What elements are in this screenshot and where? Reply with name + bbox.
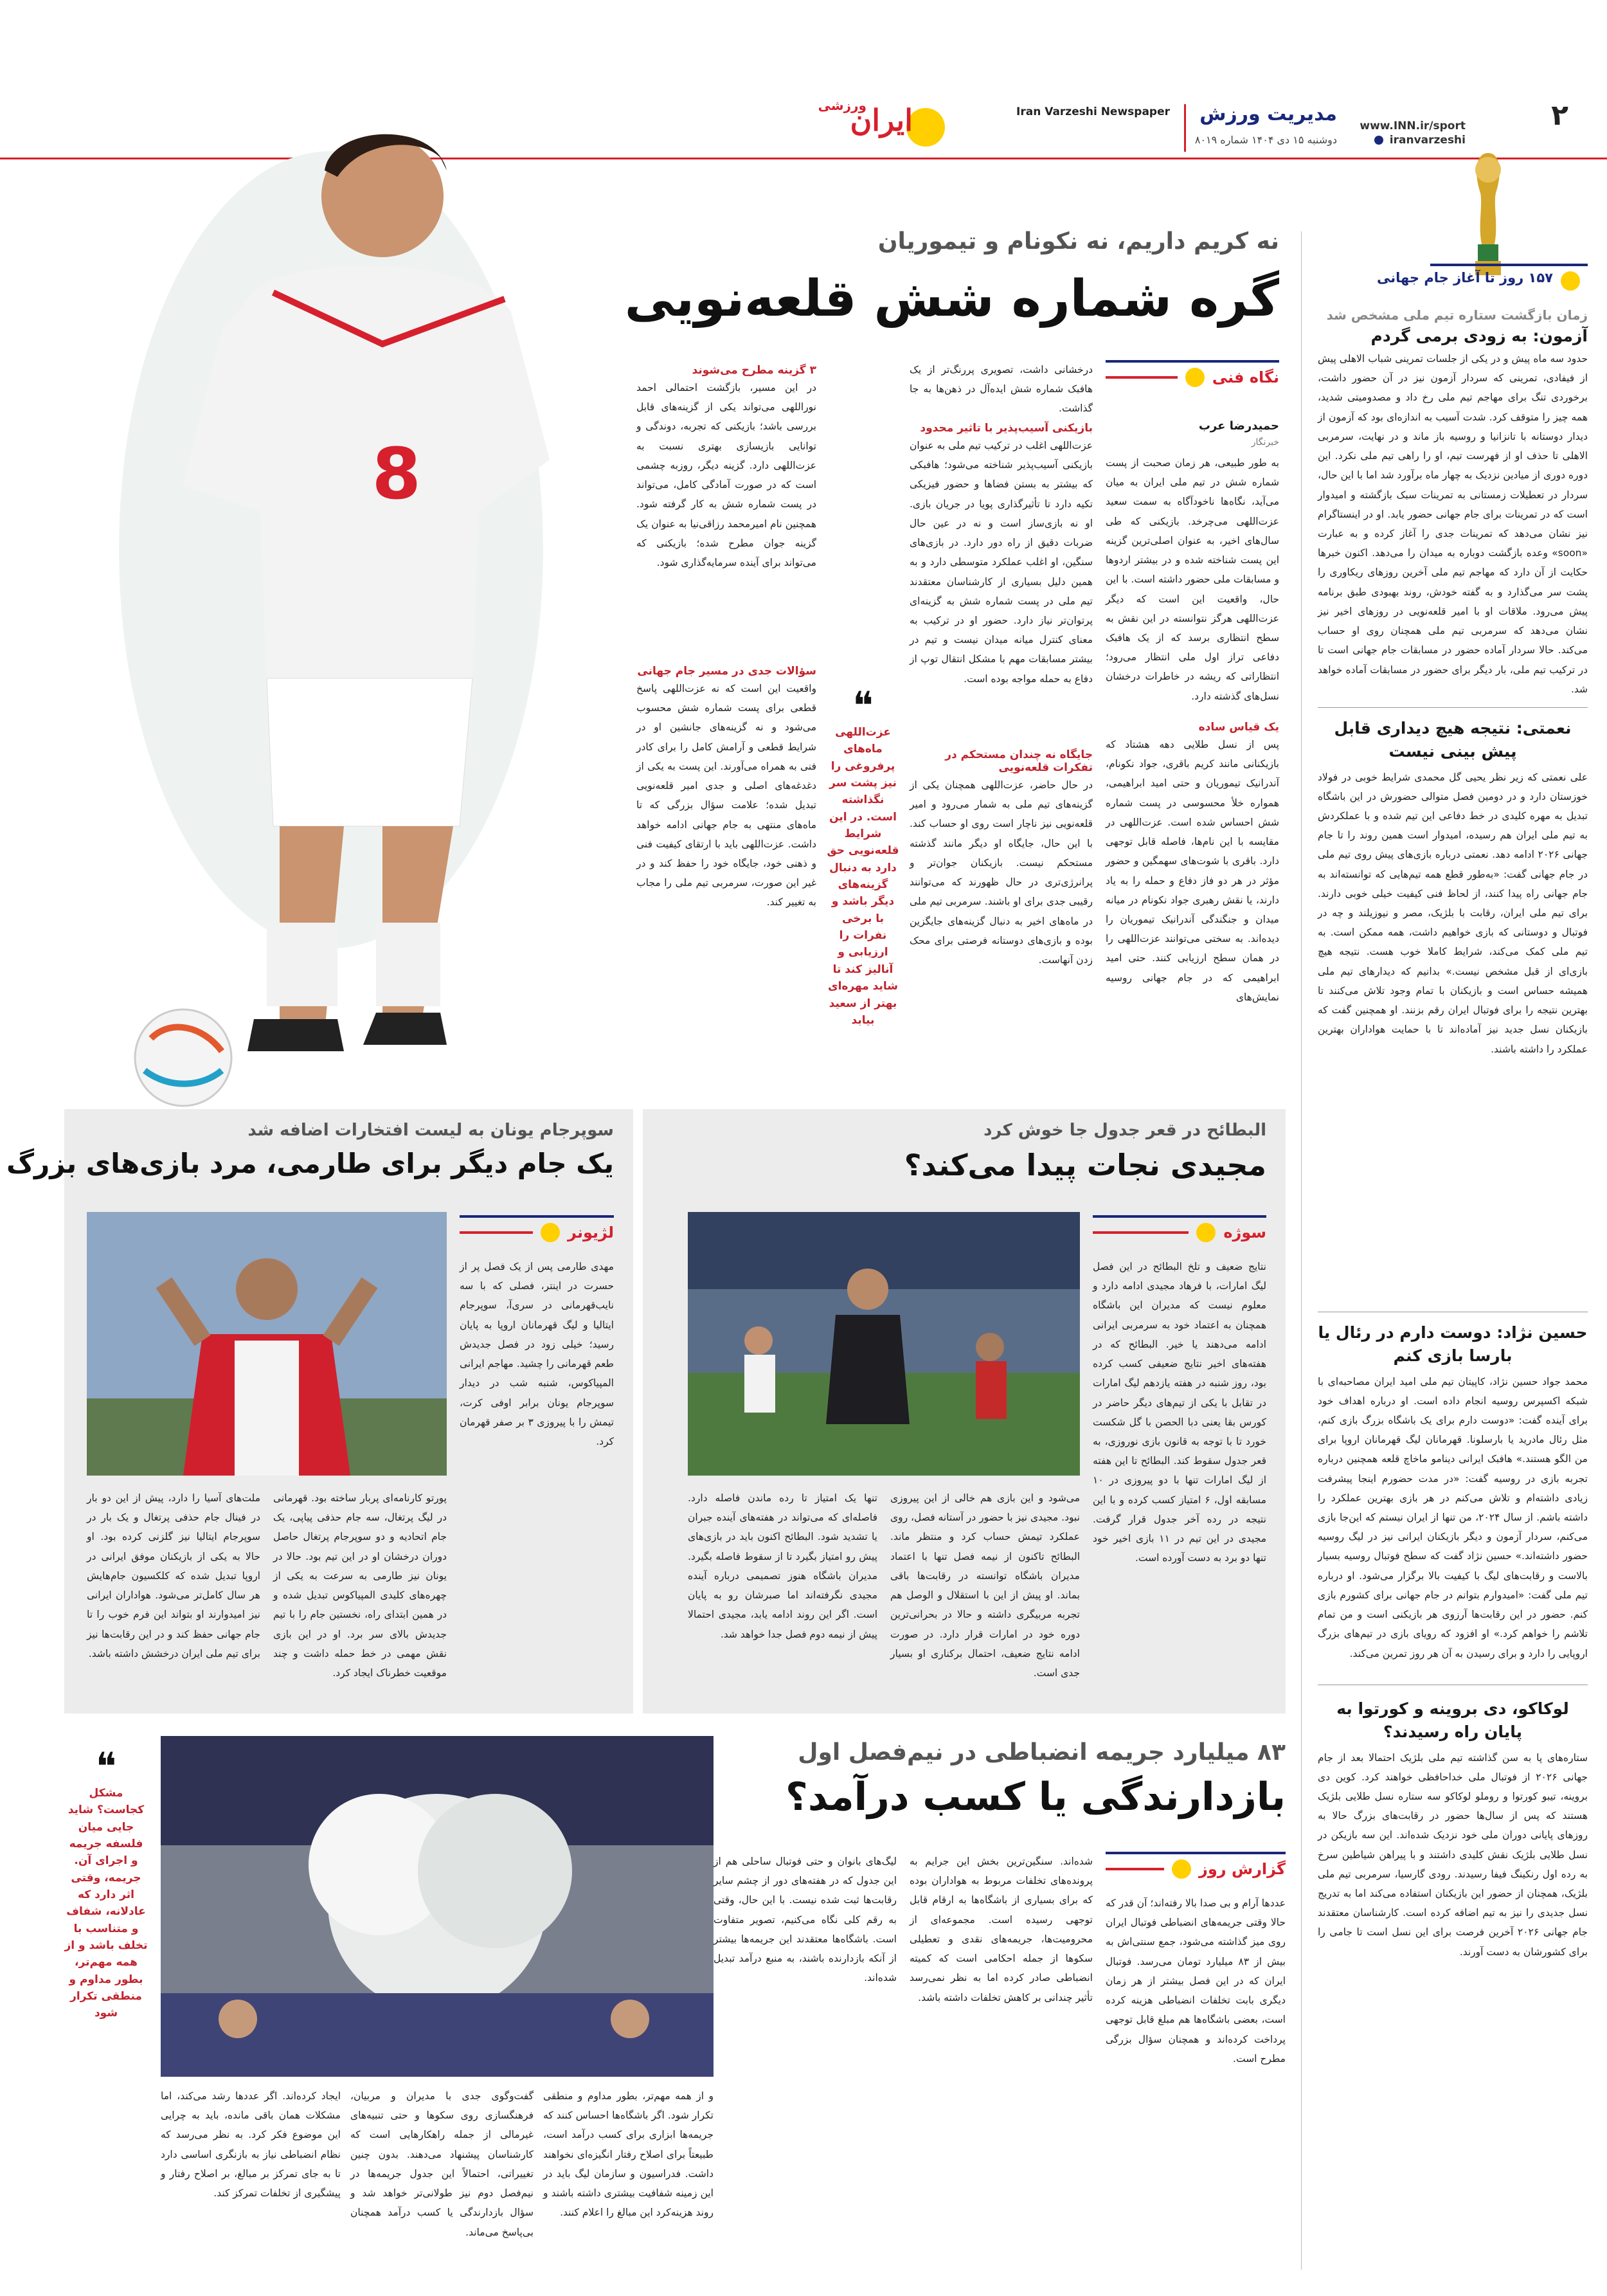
fines-text-4: و از همه مهم‌تر، بطور مداوم و منطقی تکرار شود. اگر باشگاه‌ها احساس کنند که جریمه‌ها ابزاری برای کسب درآمد است، طبیعتاً برای اصلاح رفتار انگیزه‌ای نخواهند داشت. فدراسیون و سازمان لیگ باید در این زمینه شفافیت بیشتری داشته باشند و روند هزینه‌کرد این مبالغ را اعلام کنند.	[543, 2090, 714, 2219]
tag-stripe	[1106, 1868, 1164, 1870]
story-text-2: پورتو کارنامه‌ای پربار ساخته بود. قهرمانی در لیگ پرتغال، سه جام حذفی پیاپی، یک جام اتحادیه و دو سوپرجام پرتغال حاصل دوران درخشان او در این تیم بود. حالا در یونان نیز طارمی به سرعت به یکی از چهره‌های کلیدی المپیاکوس تبدیل شده و در همین ابتدای راه، نخستین جام را با تیم جدیدش بالای سر برد. او در این بازی نقش مهمی در خط حمله داشت و چند موقعیت خطرناک ایجاد کرد.	[273, 1492, 447, 1679]
quote-text: عزت‌اللهی ماه‌های پرفروغی را نیز پشت سر نگذاشته است. در این شرایط قلعه‌نویی حق دارد به دنبال گزینه‌های دیگر باشد و با برخی نفرات را ارزیابی و آنالیز کند تا شاید مهره‌ای بهتر از سعید بیابد	[827, 726, 899, 1027]
story-taremi	[6, 1109, 633, 1713]
lead-author-role: خبرنگار	[1251, 437, 1279, 447]
sidebar-divider-1	[1318, 707, 1588, 708]
tag-dot	[1185, 368, 1205, 387]
quote-mark: ❝	[852, 683, 874, 728]
lead-text-3a: در این مسیر، بازگشت احتمالی احمد نوراللهی می‌تواند یکی از گزینه‌های قابل بررسی باشد؛ بازیکنی که تجربه، دوندگی و توانایی بازیسازی بهتری نسبت به عزت‌اللهی دارد. گزینه دیگر، روزبه چشمی است که در صورت آمادگی کامل، می‌تواند در پست شماره شش به کار گرفته شود. همچنین نام امیرمحمد رزاقی‌نیا به عنوان یک گزینه جوان مطرح شده؛ بازیکنی که می‌تواند برای آینده سرمایه‌گذاری شود.	[636, 382, 816, 568]
logo	[818, 96, 945, 154]
tag-label: سوژه	[1223, 1224, 1266, 1242]
date-line: دوشنبه ۱۵ دی ۱۴۰۴ شماره ۸۰۱۹	[1194, 134, 1337, 146]
story-text-1: مهدی طارمی پس از یک فصل پر از حسرت در اینتر، فصلی که با سه نایب‌قهرمانی در سری‌آ، سوپرجام ایتالیا و لیگ قهرمانان اروپا به پایان رسید؛ خیلی زود در فصل جدیدش طعم قهرمانی را چشید. مهاجم ایرانی المپیاکوس، شنبه شب در دیدار سوپرجام یونان برابر اوفی کرت، تیمش را با پیروزی ۳ بر صفر قهرمان کرد.	[460, 1261, 614, 1447]
lead-text-3b: واقعیت این است که نه عزت‌اللهی پاسخ قطعی برای پست شماره شش محسوب می‌شود و نه گزینه‌های جانشین او در شرایط قطعی و آرامش کامل را برای کادر فنی به همراه می‌آورند. این پست به یکی از دغدغه‌های اصلی و جدی امیر قلعه‌نویی تبدیل شده؛ علامت سؤال بزرگی که تا ماه‌های منتهی به جام جهانی ادامه خواهد داشت. عزت‌اللهی باید با ارتقای کیفیت فنی و ذهنی خود، جایگاه خود را حفظ کند و در غیر این صورت، سرمربی تیم ملی را مجاب به تغییر کند.	[636, 683, 816, 908]
tag-stripe	[460, 1231, 533, 1234]
lead-text-1b: پس از نسل طلایی دهه هشتاد که بازیکنانی مانند کریم باقری، جواد نکونام، آندرانیک تیموریان و حتی امید ابراهیمی، همواره خلأ محسوسی در پست شماره شش احساس شده است. عزت‌اللهی در مقایسه با این نام‌ها، فاصله قابل توجهی دارد. باقری با شوت‌های سهمگین و حضور مؤثر در هر دو فاز دفاع و حمله را به یاد دارند، یا نقش رهبری جواد نکونام در میانه میدان و جنگندگی آندرانیک تیموریان را دیده‌اند. به سختی می‌توانند عزت‌اللهی را در همان سطح ارزیابی کنند. حتی امید ابراهیمی که در جام جهانی روسیه نمایش‌های	[1106, 739, 1279, 1003]
tag-dot	[541, 1223, 560, 1242]
tag-label: گزارش روز	[1199, 1860, 1286, 1878]
story-title: آزمون: به زودی برمی گردم	[1370, 327, 1588, 345]
story-majidi	[643, 1109, 1286, 1713]
social-icon	[1374, 136, 1383, 145]
lead-subhead-3: جایگاه نه چندان مستحکم در تفکرات قلعه‌نویی	[945, 748, 1093, 774]
story-text-1: نتایج ضعیف و تلخ البطائح در این فصل لیگ امارات، با فرهاد مجیدی ادامه دارد و معلوم نیست که مدیران این باشگاه همچنان به اعتماد خود به سرمربی ایرانی ادامه می‌دهند یا خیر. البطائح که در هفته‌های اخیر نتایج ضعیفی کسب کرده بود، روز شنبه در هفته یازدهم لیگ امارات در تقابل با یکی از تیم‌های دیگر حاضر در کورس بقا یعنی دبا الحصن با گل شکست خورد تا با توجه به قانون بازی نوروزی، به قعر جدول سقوط کند. البطائح تا این هفته از لیگ امارات تنها با دو پیروزی در ۱۰ مسابقه اول، ۶ امتیاز کسب کرده و با این نتیجه در رده آخر جدول قرار گرفت. مجیدی در این تیم در ۱۱ بازی اخیر خود تنها دو برد به دست آورده است.	[1093, 1261, 1267, 1564]
quote-text: مشکل کجاست؟ شاید جایی میان فلسفه جریمه و اجرای آن. جریمه، وقتی اثر دارد که عادلانه، شفاف و متناسب با تخلف باشد و از همه مهم‌تر، بطور مداوم و منطقی تکرار شود	[64, 1787, 148, 2020]
page-number: ۲	[1551, 99, 1568, 132]
tag-label: لژیونر	[568, 1224, 614, 1242]
fines-text-2: شده‌اند. سنگین‌ترین بخش این جرایم به پرونده‌های تخلفات مربوط به هواداران بوده که برای بسیاری از باشگاه‌ها به ارقام قابل توجهی رسیده است. مجموعه‌ای از محرومیت‌ها، جریمه‌های نقدی و تعطیلی سکوها از جمله احکامی است که کمیته انضباطی صادر کرده اما به نظر نمی‌رسد تأثیر چندانی بر کاهش تخلفات داشته باشد.	[910, 1856, 1093, 2003]
lead-subhead-1: یک قیاس ساده	[1198, 721, 1279, 734]
lead-text-2a: درخشانی داشت، تصویری پررنگ‌تر از یک هافبک شماره شش ایده‌آل در ذهن‌ها به جا گذاشت.	[910, 364, 1093, 415]
site-url[interactable]: www.INN.ir/sport	[1360, 120, 1466, 132]
crowd-photo	[161, 1736, 714, 2077]
header-divider	[1184, 104, 1186, 152]
newspaper-name: Iran Varzeshi Newspaper	[1016, 105, 1170, 118]
social-text: iranvarzeshi	[1389, 134, 1466, 147]
story-kicker: سوپرجام یونان به لیست افتخارات اضافه شد	[247, 1121, 614, 1140]
fines-text-5: گفت‌وگوی جدی با مدیران و مربیان، فرهنگسازی روی سکوها و حتی تنبیه‌های غیرمالی از جمله راهکارهایی است که کارشناسان پیشنهاد می‌دهند. بدون چنین تغییراتی، احتمالاً این جدول جریمه‌ها در نیم‌فصل دوم نیز طولانی‌تر خواهد شد و سؤال بازدارندگی یا کسب درآمد همچنان بی‌پاسخ می‌ماند.	[350, 2090, 534, 2238]
lead-text-2c: در حال حاضر، عزت‌اللهی همچنان یکی از گزینه‌های تیم ملی به شمار می‌رود و امیر قلعه‌نویی نیز ناچار است روی او حساب کند. با این حال، جایگاه او دیگر مانند گذشته مستحکم نیست. بازیکنان جوان‌تر و پرانرژی‌تری در حال ظهورند که می‌توانند رقیبی جدی برای او باشند. سرمربی تیم ملی در ماه‌های اخیر به دنبال گزینه‌های جایگزین بوده و بازی‌های دوستانه فرصتی برای محک زدن آنهاست.	[910, 779, 1093, 966]
lead-text-2b: عزت‌اللهی اغلب در ترکیب تیم ملی به عنوان بازیکنی آسیب‌پذیر شناخته می‌شود؛ هافبکی که بیشتر به بستن فضاها و حضور فیزیکی تکیه دارد تا تأثیرگذاری پویا در جریان بازی. او نه بازی‌ساز است و نه در عین حال ضربات دقیق از راه دور دارد. در بازی‌های سنگین، او اغلب عملکرد متوسطی دارد و به همین دلیل بسیاری از کارشناسان معتقدند تیم ملی در پست شماره شش به گزینه‌ای پرتوان‌تر نیاز دارد. حضور او در ترکیب به معنای کنترل میانه میدان نیست و تیم در بیشتر مسابقات مهم با مشکل انتقال توپ از دفاع به حمله مواجه بوده است.	[910, 440, 1093, 685]
tag-bar	[1106, 1852, 1286, 1879]
lead-author: حمیدرضا عرب	[1198, 419, 1279, 433]
story-kicker: البطائح در قعر جدول جا خوش کرد	[983, 1121, 1266, 1140]
tag-dot	[1172, 1859, 1191, 1879]
story-text-2: می‌شود و این بازی هم خالی از این پیروزی نبود. مجیدی نیز با حضور در آستانه فصل، روی عملکرد تیمش حساب کرد و منتظر ماند. البطائح تاکنون از نیمه فصل تنها با اعتماد مدیران باشگاه توانسته در رقابت‌ها باقی بماند. او پیش از این با استقلال و الوصل هم تجربه مربیگری داشته و حالا در بحرانی‌ترین دوره خود در امارات قرار دارد. در صورت ادامه نتایج ضعیف، احتمال برکناری او بسیار جدی است.	[890, 1492, 1080, 1679]
story-text-3: تنها یک امتیاز تا رده ماندن فاصله دارد. فاصله‌ای که می‌تواند در هفته‌های آینده جبران یا تشدید شود. البطائح اکنون باید در بازی‌های پیش رو امتیاز بگیرد تا از سقوط فاصله بگیرد. مدیران باشگاه هنوز تصمیمی درباره آینده مجیدی نگرفته‌اند اما صبرشان رو به پایان است. اگر این روند ادامه یابد، مجیدی احتمالا پیش از نیمه دوم فصل جدا خواهد شد.	[688, 1492, 877, 1640]
story-title: حسین نژاد: دوست دارم در رئال یا بارسا بازی کنم	[1318, 1323, 1588, 1366]
tag-bar	[460, 1215, 614, 1242]
story-text-3: ملت‌های آسیا را دارد، پیش از این دو بار در فینال جام حذفی پرتغال و یک بار در سوپرجام ایتالیا نیز گلزنی کرده بود. او حالا به یکی از بازیکنان موفق ایرانی در اروپا تبدیل شده که کلکسیون جام‌هایش هر سال کامل‌تر می‌شود. هواداران ایرانی نیز امیدوارند او بتواند این فرم خوب را تا جام جهانی حفظ کند و در این رقابت‌ها نیز برای تیم ملی ایران درخشش داشته باشد.	[87, 1492, 260, 1659]
story-body: محمد جواد حسین نژاد، کاپیتان تیم ملی امید ایران مصاحبه‌ای با شبکه اکسپرس روسیه انجام داده است. او درباره اهداف خود برای آینده گفت: «دوست دارم برای یک باشگاه بزرگ بازی کنم، مثل رئال مادرید یا بارسلونا. قهرمانان لیگ قهرمانان اروپا برای من الگو هستند.» هافبک ایرانی دینامو ماخاچ قلعه همچنین درباره تجربه بازی در روسیه گفت: «در مدت حضورم اینجا پیشرفت زیادی داشته‌ام و تلاش می‌کنم در هر بازی بهترین عملکرد را داشته باشم. از سال ۲۰۲۴، من تنها از ایران نیستم که این‌جا بازی می‌کنم، سردار آزمون و دیگر بازیکنان ایرانی نیز در لیگ روسیه حضور داشته‌اند.» حسین نژاد گفت که سطح فوتبال روسیه بسیار بالاست و رقابت‌های لیگ با کیفیت بالا برگزار می‌شود. او درباره تیم ملی گفت: «امیدوارم بتوانم در جام جهانی برای کشورم بازی کنم. حضور در این رقابت‌ها آرزوی هر بازیکنی است و من تمام تلاشم را خواهم کرد.» او افزود که رویای بازی در تیم‌های بزرگ اروپایی را دارد و برای رسیدن به آن هر روز تمرین می‌کند.	[1318, 1375, 1588, 1659]
tag-stripe	[1093, 1231, 1189, 1234]
lead-tag	[1106, 360, 1279, 396]
logo-sub: ورزشی	[818, 98, 866, 113]
story-title: نعمتی: نتیجه هیچ دیداری قابل پیش بینی نیست	[1334, 719, 1572, 761]
story-body: علی نعمتی که زیر نظر یحیی گل محمدی شرایط خوبی در فولاد خوزستان دارد و در دومین فصل متوالی حضورش در این باشگاه تبدیل به مهره کلیدی در خط دفاعی این تیم شده و با عملکردش به تیم ملی ایران هم رسیده، امیدوار است همین روند را تا جام جهانی ۲۰۲۶ ادامه دهد. نعمتی درباره بازی‌های پیش روی تیم ملی در جام جهانی گفت: «به‌طور قطع همه تیم‌هایی که توانسته‌اند به جام جهانی راه پیدا کنند، از لحاظ فنی کیفیت خیلی خوبی دارند. برای تیم ملی ایران، رقابت با بلژیک، مصر و نیوزیلند و چه در فوتبال و دوستانی که بازی خواهیم داشت، همه ممکن است. به تیم ملی کمک می‌کند، شرایط کاملا خوب هست. نتیجه هیچ بازی‌ای از قبل مشخص نیست.» بدانیم که دیدارهای تیم ملی همیشه حساس است و بازیکنان با تمام وجود تلاش می‌کنند تا بهترین نتیجه را برای فوتبال ایران رقم بزنند. او همچنین گفت که بازیکنان نسل جدید نیز آماده‌اند تا با حمایت هواداران بهترین عملکرد را داشته باشند.	[1318, 771, 1588, 1055]
tag-bar	[1106, 360, 1279, 387]
lead-text-1: به طور طبیعی، هر زمان صحبت از پست شماره شش در تیم ملی ایران به میان می‌آید، نگاه‌ها ناخودآگاه به سمت سعید عزت‌اللهی می‌چرخد. بازیکنی که طی سال‌های اخیر، به عنوان اصلی‌ترین گزینه این پست شناخته شده و در بیشتر اردوها و مسابقات ملی حضور داشته است. با این حال، واقعیت این است که دیگر عزت‌اللهی هرگز نتوانسته در این نقش به سطح انتظاری برسد که از یک هافبک دفاعی تراز اول ملی انتظار می‌رود؛ انتظاراتی که ریشه در خاطرات درخشان نسل‌های گذشته دارد.	[1106, 457, 1279, 702]
story-headline: یک جام دیگر برای طارمی، مرد بازی‌های بزرگ	[6, 1148, 614, 1179]
story-body: حدود سه ماه پیش و در یکی از جلسات تمرینی شباب الاهلی پیش از فیفادی، تمرینی که سردار آزمون نیز در آن حضور داشت، برخوردی تنگ برای مهاجم تیم ملی رخ داد و مصدومیتی شدید، همه چیز را متوقف کرد. شدت آسیب به اندازه‌ای بود که آزمون از دیدار دوستانه با تانزانیا و روسیه باز ماند و در نهایت، سرمربی الاهلی تا حذف او از فهرست تیم، او را راهی تیم ملی نکرد. این دوره دوری از میادین نزدیک به چهار ماه برآورد شد اما با این حال، سردار در تعطیلات زمستانی به تمرینات سبک بازگشته و امیدوار است که در تمرینات برای جام جهانی حضور یابد. او در اینستاگرام نیز نشان می‌دهد که تمرینات جدی را آغاز کرده و به عبارت «soon» وعده بازگشت دوباره به میدان را می‌دهد. اکنون خبرها حکایت از آن دارد که مهاجم تیم ملی آخرین روزهای ریکاوری را پشت سر می‌گذارد و به گفته خودش، روند بهبودی طبق برنامه پیش می‌رود. ملاقات او با امیر قلعه‌نویی در روزهای اخیر نیز نشان می‌دهد که سرمربی تیم ملی همچنان روی او حساب می‌کند. حالا سردار آماده حضور در مسابقات جام جهانی است تا در ترکیب تیم ملی، بار دیگر برای حضور در مسابقات آماده خواهد شد.	[1318, 353, 1588, 695]
tag-bar	[1093, 1215, 1266, 1242]
countdown-dot	[1561, 271, 1580, 291]
fines-text-3: لیگ‌های بانوان و حتی فوتبال ساحلی هم از این جدول که در هفته‌های دور از چشم سایر رقابت‌ها ثبت شده نیست. با این حال، وقتی به رقم کلی نگاه می‌کنیم، تصویر متفاوت است. باشگاه‌ها معتقدند این جریمه‌ها بیشتر از آنکه بازدارنده باشند، به منبع درآمد تبدیل شده‌اند.	[714, 1856, 897, 1984]
sidebar-column-rule	[1301, 231, 1302, 2270]
story-title: لوکاکو، دی بروینه و کورتوا به پایان راه رسیدند؟	[1336, 1699, 1569, 1742]
quote-mark: ❝	[95, 1744, 117, 1789]
story-tag	[1093, 1215, 1266, 1247]
fines-tag	[1106, 1852, 1286, 1884]
fines-pull-quote	[64, 1744, 148, 2270]
story-headline: مجیدی نجات پیدا می‌کند؟	[904, 1148, 1266, 1182]
sidebar-story-belgium	[1318, 1697, 1588, 2276]
lead-column-1	[1106, 453, 1279, 1096]
lead-column-2	[910, 360, 1093, 1099]
fines-text-1: عددها آرام و بی صدا بالا رفته‌اند؛ آن قدر که حالا وقتی جریمه‌های انضباطی فوتبال ایران روی میز گذاشته می‌شود، جمع سنتی‌اش به بیش از ۸۳ میلیارد تومان می‌رسد. فوتبال ایران که در این فصل بیشتر از هر زمان دیگری بابت تخلفات انضباطی هزینه کرده است، بعضی باشگاه‌ها هم مبلغ قابل توجهی پرداخت کرده‌اند و همچنان سؤال بزرگی مطرح است.	[1106, 1897, 1286, 2065]
lead-subhead-2: بازیکنی آسیب‌پذیر با تاثیر محدود	[920, 422, 1093, 435]
story-tag	[460, 1215, 614, 1247]
fines-kicker: ۸۳ میلیارد جریمه انضباطی در نیم‌فصل اول	[798, 1739, 1286, 1766]
tag-stripe	[1106, 376, 1178, 379]
lead-pull-quote	[826, 683, 900, 1054]
lead-subhead-5: سؤالات جدی در مسیر جام جهانی	[637, 665, 816, 678]
story-body: ستاره‌های پا به سن گذاشته تیم ملی بلژیک احتمالا بعد از جام جهانی ۲۰۲۶ از فوتبال ملی خداحافظی خواهند کرد. کوین دی بروینه، تیبو کورتوا و روملو لوکاکو سه ستاره نسل طلایی بلژیک هستند که پس از سال‌ها حضور در رقابت‌های بزرگ حالا به روزهای پایانی دوران ملی خود نزدیک شده‌اند. این سه بازیکن در نسل طلایی بلژیک نقش کلیدی داشتند و با پیراهن شیاطین سرخ به رده اول رنکینگ فیفا رسیدند. رودی گارسیا، سرمربی تیم ملی بلژیک، همچنان از حضور این بازیکنان استفاده می‌کند اما به تدریج نسل جدیدی را نیز به تیم اضافه کرده است. کارشناسان معتقدند جام جهانی ۲۰۲۶ آخرین فرصت برای این نسل است تا جامی را برای کشورشان به دست آورند.	[1318, 1751, 1588, 1958]
player-photo	[61, 100, 550, 1103]
fines-text-6: ایجاد کرده‌اند. اگر عددها رشد می‌کند، اما مشکلات همان باقی مانده، باید به چرایی این موضوع فکر کرد. به نظر می‌رسد که نظام انضباطی نیاز به بازنگری اساسی دارد تا به جای تمرکز بر مبالغ، بر اصلاح رفتار و پیشگیری از تخلفات تمرکز کند.	[161, 2090, 341, 2200]
tag-dot	[1196, 1223, 1216, 1242]
lead-headline: گره شماره شش قلعه‌نویی	[624, 270, 1279, 328]
fines-headline: بازدارندگی یا کسب درآمد؟	[786, 1775, 1286, 1820]
section-title: مدیریت ورزش	[1199, 103, 1337, 125]
tag-label: نگاه فنی	[1212, 368, 1279, 386]
lead-subhead-4: ۳ گزینه مطرح می‌شوند	[692, 364, 816, 377]
taremi-photo	[87, 1212, 447, 1476]
majidi-photo	[688, 1212, 1080, 1476]
logo-main: ایران	[850, 103, 913, 138]
countdown-banner	[1377, 264, 1588, 300]
countdown-text: ۱۵۷ روز تا آغاز جام جهانی	[1377, 270, 1553, 285]
svg-text:8: 8	[372, 433, 421, 515]
lead-column-3	[636, 360, 816, 1099]
story-kicker: زمان بازگشت ستاره تیم ملی مشخص شد	[1326, 307, 1588, 323]
sidebar-story-nemati	[1318, 717, 1588, 1055]
social-handle[interactable]	[1374, 134, 1466, 147]
sidebar-story-azmoun	[1318, 307, 1588, 693]
lead-kicker: نه کریم داریم، نه نکونام و تیموریان	[877, 228, 1279, 255]
sidebar-story-hosseinnejad	[1318, 1321, 1588, 1675]
